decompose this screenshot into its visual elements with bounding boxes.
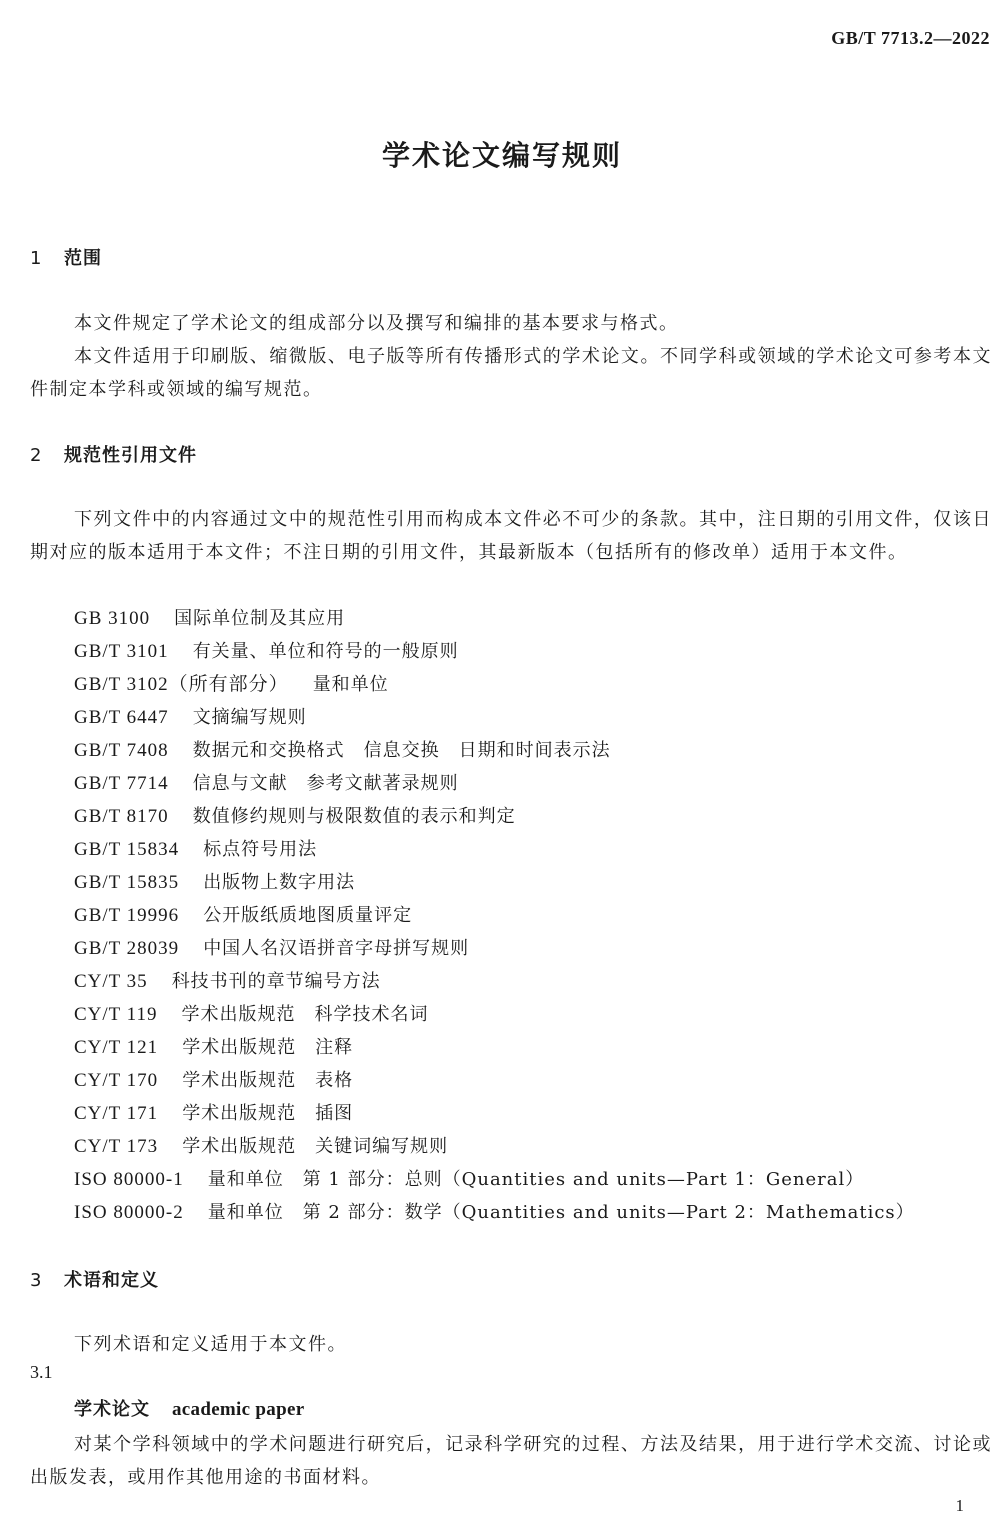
reference-item [74, 833, 915, 866]
section-number: 2 [30, 445, 43, 466]
section-title: 范围 [64, 248, 102, 269]
reference-item [74, 1031, 915, 1064]
reference-code: GB/T 7408 [74, 740, 169, 761]
reference-code: CY/T 170 [74, 1070, 159, 1091]
reference-item [74, 965, 915, 998]
reference-title: 数据元和交换格式 信息交换 日期和时间表示法 [192, 740, 611, 761]
section-number: 3 [30, 1270, 43, 1291]
term-chinese: 学术论文 [74, 1399, 150, 1420]
section-title: 术语和定义 [64, 1270, 159, 1291]
reference-title: 中国人名汉语拼音字母拼写规则 [203, 938, 470, 959]
reference-item [74, 1064, 915, 1097]
reference-code: GB/T 7714 [74, 773, 169, 794]
section-2-heading [30, 441, 197, 467]
document-title: 学术论文编写规则 [381, 139, 622, 172]
reference-list [74, 602, 915, 1229]
reference-item [74, 734, 915, 767]
section-number: 1 [30, 248, 43, 269]
section-1-heading [30, 244, 102, 270]
reference-title: 量和单位 第 1 部分：总则（Quantities and units—Part 1：General） [207, 1169, 865, 1190]
reference-item [74, 602, 915, 635]
reference-title: 国际单位制及其应用 [174, 608, 346, 629]
reference-item [74, 866, 915, 899]
section-title: 规范性引用文件 [64, 445, 197, 466]
reference-item [74, 998, 915, 1031]
section-3-heading [30, 1266, 159, 1292]
scope-paragraph-2: 本文件适用于印刷版、缩微版、电子版等所有传播形式的学术论文。不同学科或领域的学术论文可参考本文件制定本学科或领域的编写规范。 [30, 346, 992, 400]
reference-code: GB/T 6447 [74, 707, 169, 728]
term-definition: 对某个学科领域中的学术问题进行研究后，记录科学研究的过程、方法及结果，用于进行学术交流、讨论或出版发表，或用作其他用途的书面材料。 [30, 1434, 992, 1488]
reference-title: 文摘编写规则 [192, 707, 307, 728]
scope-paragraph-1: 本文件规定了学术论文的组成部分以及撰写和编排的基本要求与格式。 [74, 313, 679, 334]
reference-code: ISO 80000-2 [74, 1202, 184, 1223]
reference-item [74, 932, 915, 965]
reference-item [74, 668, 915, 701]
reference-item [74, 767, 915, 800]
terms-intro: 下列术语和定义适用于本文件。 [74, 1334, 347, 1355]
term-entry [74, 1395, 304, 1421]
reference-item [74, 1163, 915, 1196]
reference-item [74, 1097, 915, 1130]
clause-number: 3.1 [30, 1362, 53, 1382]
reference-code: CY/T 171 [74, 1103, 159, 1124]
reference-code: GB 3100 [74, 608, 151, 629]
reference-item [74, 899, 915, 932]
reference-title: 科技书刊的章节编号方法 [171, 971, 381, 992]
reference-item [74, 701, 915, 734]
reference-code: GB/T 3101 [74, 641, 169, 662]
reference-code: GB/T 19996 [74, 905, 180, 926]
reference-code: GB/T 8170 [74, 806, 169, 827]
reference-title: 出版物上数字用法 [203, 872, 356, 893]
standard-number: GB/T 7713.2—2022 [831, 28, 990, 48]
reference-code: GB/T 3102（所有部分） [74, 674, 289, 695]
term-english: academic paper [172, 1399, 305, 1420]
normative-refs-intro: 下列文件中的内容通过文中的规范性引用而构成本文件必不可少的条款。其中，注日期的引用文件，仅该日期对应的版本适用于本文件；不注日期的引用文件，其最新版本（包括所有的修改单）适用于本文件。 [30, 509, 992, 563]
reference-title: 信息与文献 参考文献著录规则 [192, 773, 459, 794]
reference-title: 有关量、单位和符号的一般原则 [192, 641, 459, 662]
reference-code: CY/T 173 [74, 1136, 159, 1157]
reference-item [74, 800, 915, 833]
reference-title: 量和单位 第 2 部分：数学（Quantities and units—Part 2：Mathematics） [207, 1202, 915, 1223]
reference-title: 学术出版规范 注释 [182, 1037, 354, 1058]
reference-code: GB/T 15834 [74, 839, 180, 860]
reference-code: GB/T 15835 [74, 872, 180, 893]
reference-title: 学术出版规范 插图 [182, 1103, 354, 1124]
reference-item [74, 1130, 915, 1163]
reference-item [74, 635, 915, 668]
reference-title: 标点符号用法 [203, 839, 318, 860]
reference-code: GB/T 28039 [74, 938, 180, 959]
reference-title: 学术出版规范 关键词编写规则 [182, 1136, 449, 1157]
reference-title: 数值修约规则与极限数值的表示和判定 [192, 806, 516, 827]
reference-code: CY/T 119 [74, 1004, 158, 1025]
reference-code: ISO 80000-1 [74, 1169, 184, 1190]
reference-title: 公开版纸质地图质量评定 [203, 905, 413, 926]
reference-item [74, 1196, 915, 1229]
reference-title: 量和单位 [312, 674, 389, 695]
reference-title: 学术出版规范 表格 [182, 1070, 354, 1091]
page-number: 1 [955, 1496, 964, 1515]
reference-code: CY/T 121 [74, 1037, 159, 1058]
reference-title: 学术出版规范 科学技术名词 [181, 1004, 429, 1025]
reference-code: CY/T 35 [74, 971, 148, 992]
